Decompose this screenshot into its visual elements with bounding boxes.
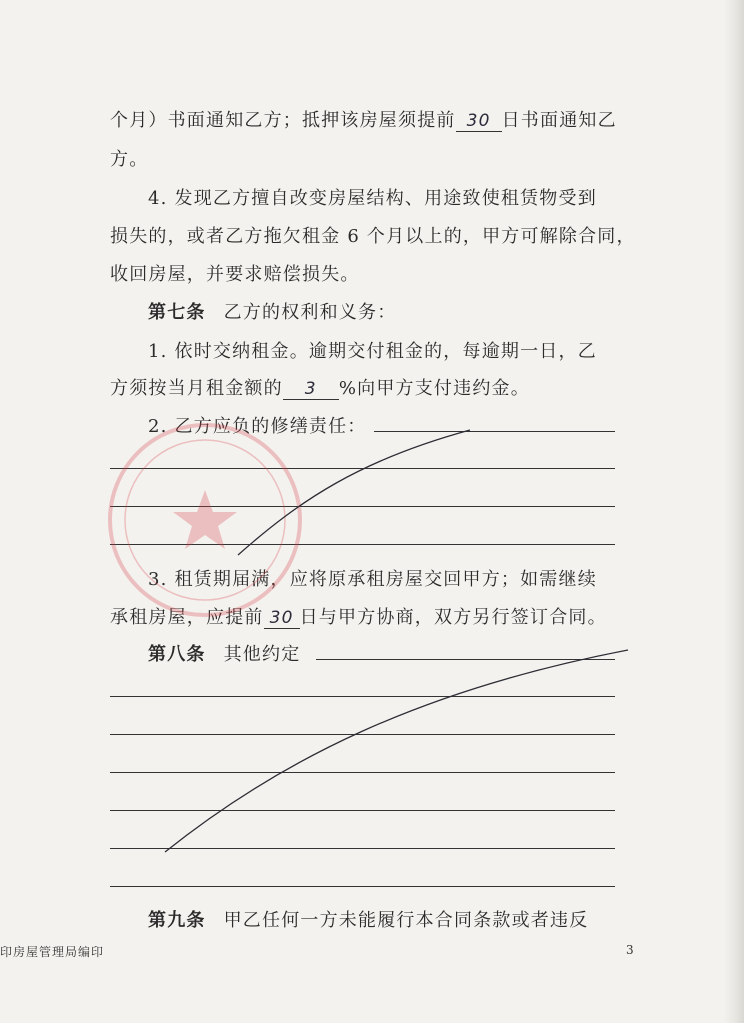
- fill-line: [110, 810, 615, 811]
- item4-line2: 损失的，或者乙方拖欠租金 6 个月以上的，甲方可解除合同，: [110, 226, 636, 247]
- article7-item1-line1: 1. 依时交纳租金。逾期交付租金的，每逾期一日，乙: [148, 341, 597, 362]
- page-number: 3: [626, 943, 634, 957]
- article7-heading: [148, 298, 396, 324]
- item4-line3: 收回房屋，并要求赔偿损失。: [110, 264, 360, 285]
- fill-line: [110, 886, 615, 887]
- article7-title-text: 乙方的权利和义务：: [223, 302, 397, 323]
- text-segment: %向甲方支付违约金。: [338, 378, 530, 399]
- paragraph-line: [110, 106, 617, 132]
- handwritten-fill-days: 30: [456, 111, 502, 132]
- handwritten-fill-percent: 3: [283, 379, 339, 400]
- article7-item1-line2: [110, 374, 530, 400]
- fill-line: [110, 848, 615, 849]
- text-segment: 日与甲方协商，双方另行签订合同。: [299, 607, 607, 628]
- article9-title: 第九条: [148, 910, 206, 931]
- text-segment: 日书面通知乙: [501, 110, 617, 131]
- fill-line: [110, 544, 615, 545]
- article9-heading: [148, 906, 588, 932]
- fill-line: [110, 468, 615, 469]
- handwritten-fill-days: 30: [264, 608, 300, 629]
- crossout-stroke: [238, 430, 470, 555]
- article7-title: 第七条: [148, 302, 206, 323]
- fill-line: [374, 431, 615, 432]
- article9-title-text: 甲乙任何一方未能履行本合同条款或者违反: [223, 910, 589, 931]
- fill-line: [110, 506, 615, 507]
- fill-line: [110, 734, 615, 735]
- article8-title-text: 其他约定: [223, 644, 301, 665]
- text-segment: 方须按当月租金额的: [110, 378, 283, 399]
- page-edge-shadow: [724, 0, 744, 1023]
- text-segment: 承租房屋，应提前: [110, 607, 264, 628]
- article7-item3-line1: 3. 租赁期届满，应将原承租房屋交回甲方；如需继续: [148, 569, 597, 590]
- fill-line: [110, 696, 615, 697]
- crossout-stroke: [165, 650, 628, 852]
- article7-item2: [148, 412, 367, 438]
- article7-item3-line2: [110, 603, 607, 629]
- fill-line: [316, 659, 615, 660]
- paragraph-line: 方。: [110, 149, 149, 170]
- article8-title: 第八条: [148, 644, 206, 665]
- text-segment: 个月）书面通知乙方；抵押该房屋须提前: [110, 110, 456, 131]
- article8-heading: [148, 640, 300, 666]
- item4-line1: 4. 发现乙方擅自改变房屋结构、用途致使租赁物受到: [148, 188, 597, 209]
- text-segment: 2. 乙方应负的修缮责任：: [148, 416, 367, 437]
- footer-publisher: 印房屋管理局编印: [0, 945, 105, 959]
- fill-line: [110, 772, 615, 773]
